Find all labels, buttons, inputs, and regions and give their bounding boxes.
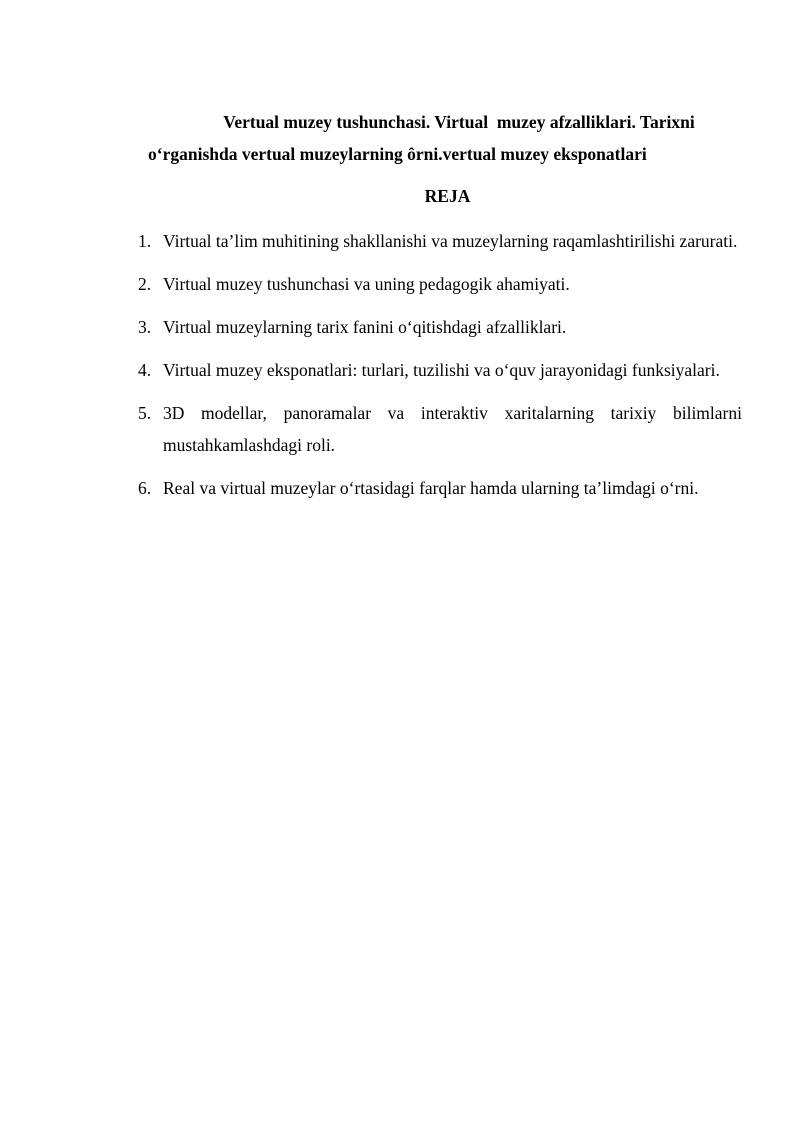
plan-item: [138, 311, 742, 343]
plan-item-text: Virtual ta’lim muhitining shakllanishi va muzeylarning raqamlashtirilishi zarurati.: [163, 231, 738, 251]
plan-item: [138, 268, 742, 300]
plan-item-text: Virtual muzey eksponatlari: turlari, tuzilishi va o‘quv jarayonidagi funksiyalari.: [163, 360, 720, 380]
plan-item-number: 4.: [138, 360, 152, 380]
plan-list: [138, 225, 742, 515]
title-line-1: Vertual muzey tushunchasi. Virtual muzey afzalliklari. Tarixni: [223, 112, 695, 132]
plan-item-number: 3.: [138, 317, 152, 337]
plan-item: [138, 225, 742, 257]
plan-item: [138, 397, 742, 461]
section-heading: REJA: [424, 186, 471, 206]
plan-item-number: 2.: [138, 274, 152, 294]
document-title: [140, 106, 740, 170]
plan-item-text: Virtual muzey tushunchasi va uning pedagogik ahamiyati.: [163, 274, 570, 294]
plan-item-text: Virtual muzeylarning tarix fanini o‘qitishdagi afzalliklari.: [163, 317, 567, 337]
plan-item: [138, 354, 742, 386]
plan-item-number: 6.: [138, 478, 152, 498]
title-line-2: o‘rganishda vertual muzeylarning ôrni.vertual muzey eksponatlari: [148, 144, 647, 164]
plan-item-number: 1.: [138, 231, 152, 251]
plan-item-text: 3D modellar, panoramalar va interaktiv xaritalarning tarixiy bilimlarni mustahkamlashdagi roli.: [163, 403, 742, 455]
plan-item: [138, 472, 742, 504]
plan-item-number: 5.: [138, 403, 152, 423]
plan-item-text: Real va virtual muzeylar o‘rtasidagi farqlar hamda ularning ta’limdagi o‘rni.: [163, 478, 699, 498]
